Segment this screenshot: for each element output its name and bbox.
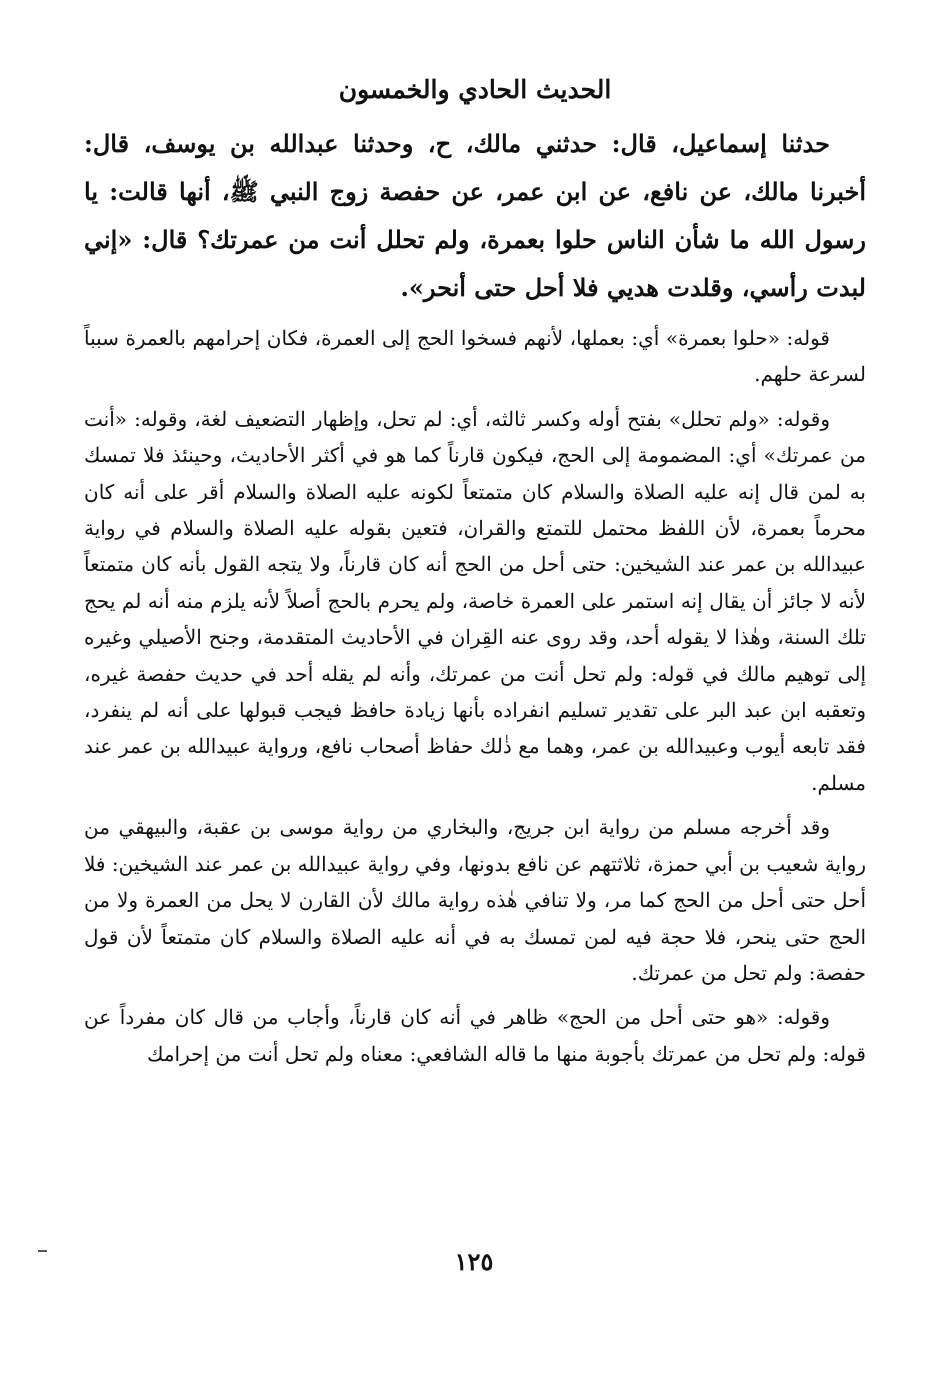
- commentary-paragraph-3: وقد أخرجه مسلم من رواية ابن جريج، والبخاري من رواية موسى بن عقبة، والبيهقي من رواية شعيب بن أبي حمزة، ثلاثتهم عن نافع بدونها، وفي رواية عبيدالله بن عمر عند الشيخين: فلا أحل حتى أحل من الحج كما مر، ولا تنافي هٰذه رواية مالك لأن القارن لا يحل من العمرة ولا من الحج حتى ينحر، فلا حجة فيه لمن تمسك به في أنه عليه الصلاة والسلام كان متمتعاً لأن قول حفصة: ولم تحل من عمرتك.: [84, 815, 866, 985]
- document-page: [84, 70, 866, 1080]
- commentary-paragraph-4: وقوله: «هو حتى أحل من الحج» ظاهر في أنه كان قارناً، وأجاب من قال كان مفرداً عن قوله: ولم تحل من عمرتك بأجوبة منها ما قاله الشافعي: معناه ولم تحل أنت من إحرامك: [84, 1005, 866, 1066]
- commentary-paragraph-2: وقوله: «ولم تحلل» بفتح أوله وكسر ثالثه، أي: لم تحل، وإظهار التضعيف لغة، وقوله: «أنت من عمرتك» أي: المضمومة إلى الحج، فيكون قارناً كما هو في أكثر الأحاديث، وحينئذ فلا تمسك به لمن قال إنه عليه الصلاة والسلام كان متمتعاً لكونه عليه الصلاة والسلام أقر على أنه كان محرماً بعمرة، لأن اللفظ محتمل للتمتع والقران، فتعين بقوله عليه الصلاة والسلام في رواية عبيدالله بن عمر عند الشيخين: حتى أحل من الحج أنه كان قارناً، ولا يتجه القول بأنه كان متمتعاً لأنه لا جائز أن يقال إنه استمر على العمرة خاصة، ولم يحرم بالحج أصلاً لأنه يلزم منه أنه لم يحج تلك السنة، وهٰذا لا يقوله أحد، وقد روى عنه القِران في الأحاديث المتقدمة، وجنح الأصيلي وغيره إلى توهيم مالك في قوله: ولم تحل أنت من عمرتك، وأنه لم يقله أحد في حديث حفصة غيره، وتعقبه ابن عبد البر على تقدير تسليم انفراده بأنها زيادة حافظ فيجب قبولها على أنه لم ينفرد، فقد تابعه أيوب وعبيدالله بن عمر، وهما مع ذٰلك حفاظ أصحاب نافع، ورواية عبيدالله بن عمر عند مسلم.: [84, 406, 866, 795]
- hadith-text: حدثنا إسماعيل، قال: حدثني مالك، ح، وحدثنا عبدالله بن يوسف، قال: أخبرنا مالك، عن نافع، عن ابن عمر، عن حفصة زوج النبي ﷺ، أنها قالت: يا رسول الله ما شأن الناس حلوا بعمرة، ولم تحلل أنت من عمرتك؟ قال: «إني لبدت رأسي، وقلدت هديي فلا أحل حتى أنحر».: [84, 129, 866, 302]
- page-number: ١٢٥: [454, 1247, 494, 1276]
- chapter-title: الحديث الحادي والخمسون: [338, 75, 612, 104]
- commentary-paragraph-1: قوله: «حلوا بعمرة» أي: بعملها، لأنهم فسخوا الحج إلى العمرة، فكان إحرامهم بالعمرة سبباً لسرعة حلهم.: [84, 326, 866, 387]
